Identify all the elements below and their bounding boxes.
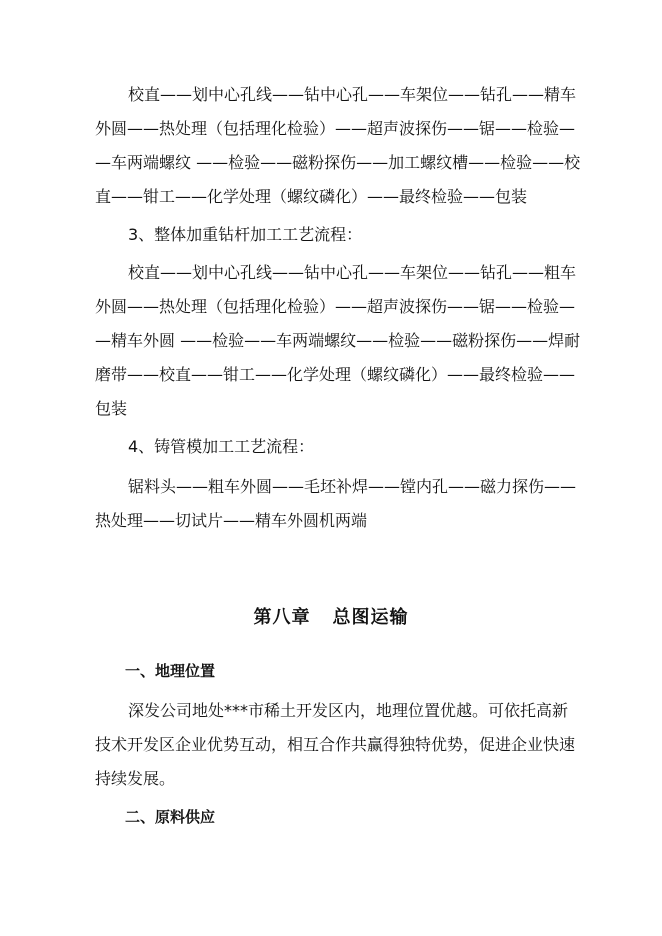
text-line: 技术开发区企业优势互动，相互合作共赢得独特优势，促进企业快速 — [95, 735, 576, 754]
process-flow-paragraph-1 — [95, 78, 585, 214]
text-line: —车两端螺纹 ——检验——磁粉探伤——加工螺纹槽——检验——校 — [95, 153, 581, 172]
item-title-text: 4、铸管模加工工艺流程： — [128, 437, 315, 456]
text-line: 外圆——热处理（包括理化检验）——超声波探伤——锯——检验— — [95, 297, 576, 316]
item-3-title — [95, 218, 585, 252]
section-1-heading: 一、地理位置 — [125, 662, 216, 680]
text-line: 校直——划中心孔线——钻中心孔——车架位——钻孔——精车 — [128, 85, 577, 104]
text-line: 校直——划中心孔线——钻中心孔——车架位——钻孔——粗车 — [128, 263, 577, 282]
section-1-paragraph — [95, 694, 585, 796]
chapter-title: 总图运输 — [332, 607, 409, 628]
chapter-heading — [0, 603, 662, 629]
text-line: 热处理——切试片——精车外圆机两端 — [95, 511, 368, 530]
item-title-text: 3、整体加重钻杆加工工艺流程： — [128, 225, 363, 244]
text-line: 直——钳工——化学处理（螺纹磷化）——最终检验——包装 — [95, 187, 528, 206]
text-line: 外圆——热处理（包括理化检验）——超声波探伤——锯——检验— — [95, 119, 576, 138]
item-4-title — [95, 430, 585, 464]
process-flow-paragraph-2 — [95, 256, 585, 426]
text-line: —精车外圆 ——检验——车两端螺纹——检验——磁粉探伤——焊耐 — [95, 331, 581, 350]
chapter-number: 第八章 — [253, 607, 311, 628]
text-line: 锯料头——粗车外圆——毛坯补焊——镗内孔——磁力探伤—— — [128, 477, 577, 496]
text-line: 包装 — [95, 399, 128, 418]
text-line: 持续发展。 — [95, 769, 176, 788]
text-line: 深发公司地处***市稀土开发区内，地理位置优越。可依托高新 — [128, 701, 569, 720]
text-line: 磨带——校直——钳工——化学处理（螺纹磷化）——最终检验—— — [95, 365, 576, 384]
process-flow-paragraph-3 — [95, 470, 585, 538]
section-2-heading: 二、原料供应 — [125, 808, 216, 826]
